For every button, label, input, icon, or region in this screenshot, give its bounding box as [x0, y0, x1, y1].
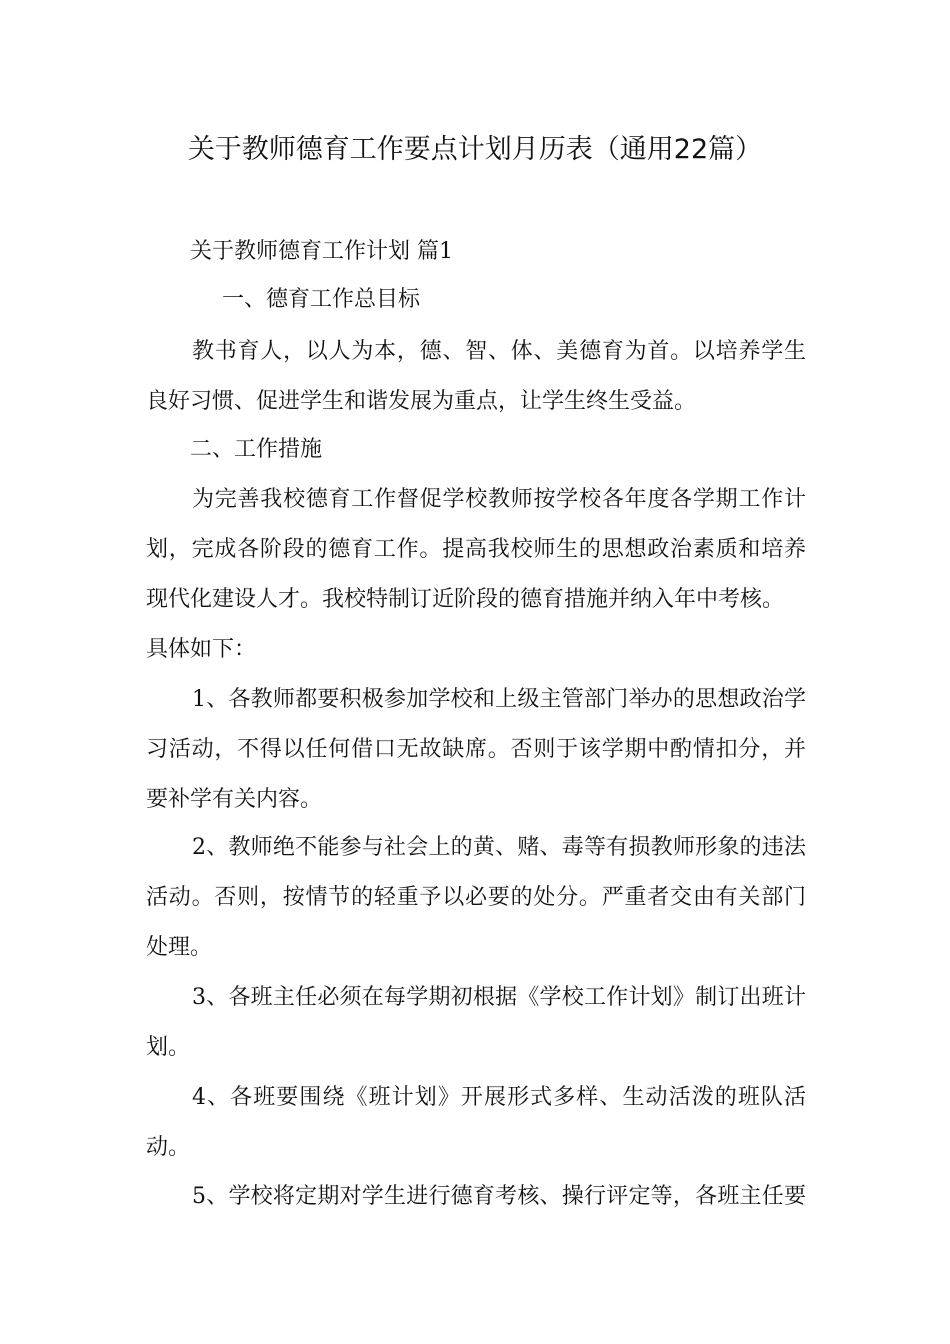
paragraph-line: 教书育人，以人为本，德、智、体、美德育为首。以培养学生: [192, 339, 806, 364]
heading-measures: 二、工作措施: [190, 437, 323, 462]
paragraph-line: 动。: [146, 1135, 191, 1160]
paragraph-line: 具体如下：: [146, 637, 257, 662]
heading-goal: 一、德育工作总目标: [222, 287, 421, 312]
paragraph-measures: [146, 475, 806, 675]
document-title: 关于教师德育工作要点计划月历表（通用22篇）: [187, 134, 763, 165]
paragraph-line: 1、各教师都要积极参加学校和上级主管部门举办的思想政治学: [192, 687, 806, 712]
list-item-3: [146, 973, 806, 1073]
paragraph-line: 3、各班主任必须在每学期初根据《学校工作计划》制订出班计: [192, 985, 806, 1010]
paragraph-line: 划，完成各阶段的德育工作。提高我校师生的思想政治素质和培养: [146, 537, 806, 562]
paragraph-line: 习活动，不得以任何借口无故缺席。否则于该学期中酌情扣分，并: [146, 737, 806, 762]
paragraph-line: 要补学有关内容。: [146, 787, 323, 812]
paragraph-line: 活动。否则，按情节的轻重予以必要的处分。严重者交由有关部门: [146, 885, 806, 910]
paragraph-line: 良好习惯、促进学生和谐发展为重点，让学生终生受益。: [146, 389, 697, 414]
paragraph-line: 4、各班要围绕《班计划》开展形式多样、生动活泼的班队活: [192, 1085, 806, 1110]
list-item-2: [146, 823, 806, 973]
paragraph-line: 为完善我校德育工作督促学校教师按学校各年度各学期工作计: [192, 487, 806, 512]
paragraph-line: 处理。: [146, 935, 213, 960]
paragraph-goal: [146, 327, 806, 427]
paragraph-line: 5、学校将定期对学生进行德育考核、操行评定等，各班主任要: [192, 1184, 806, 1209]
paragraph-line: 现代化建设人才。我校特制订近阶段的德育措施并纳入年中考核。: [146, 587, 785, 612]
section-heading: 关于教师德育工作计划 篇1: [190, 239, 453, 264]
list-item-5: [146, 1172, 806, 1222]
paragraph-line: 2、教师绝不能参与社会上的黄、赌、毒等有损教师形象的违法: [192, 835, 806, 860]
paragraph-line: 划。: [146, 1035, 191, 1060]
list-item-1: [146, 675, 806, 825]
list-item-4: [146, 1073, 806, 1173]
